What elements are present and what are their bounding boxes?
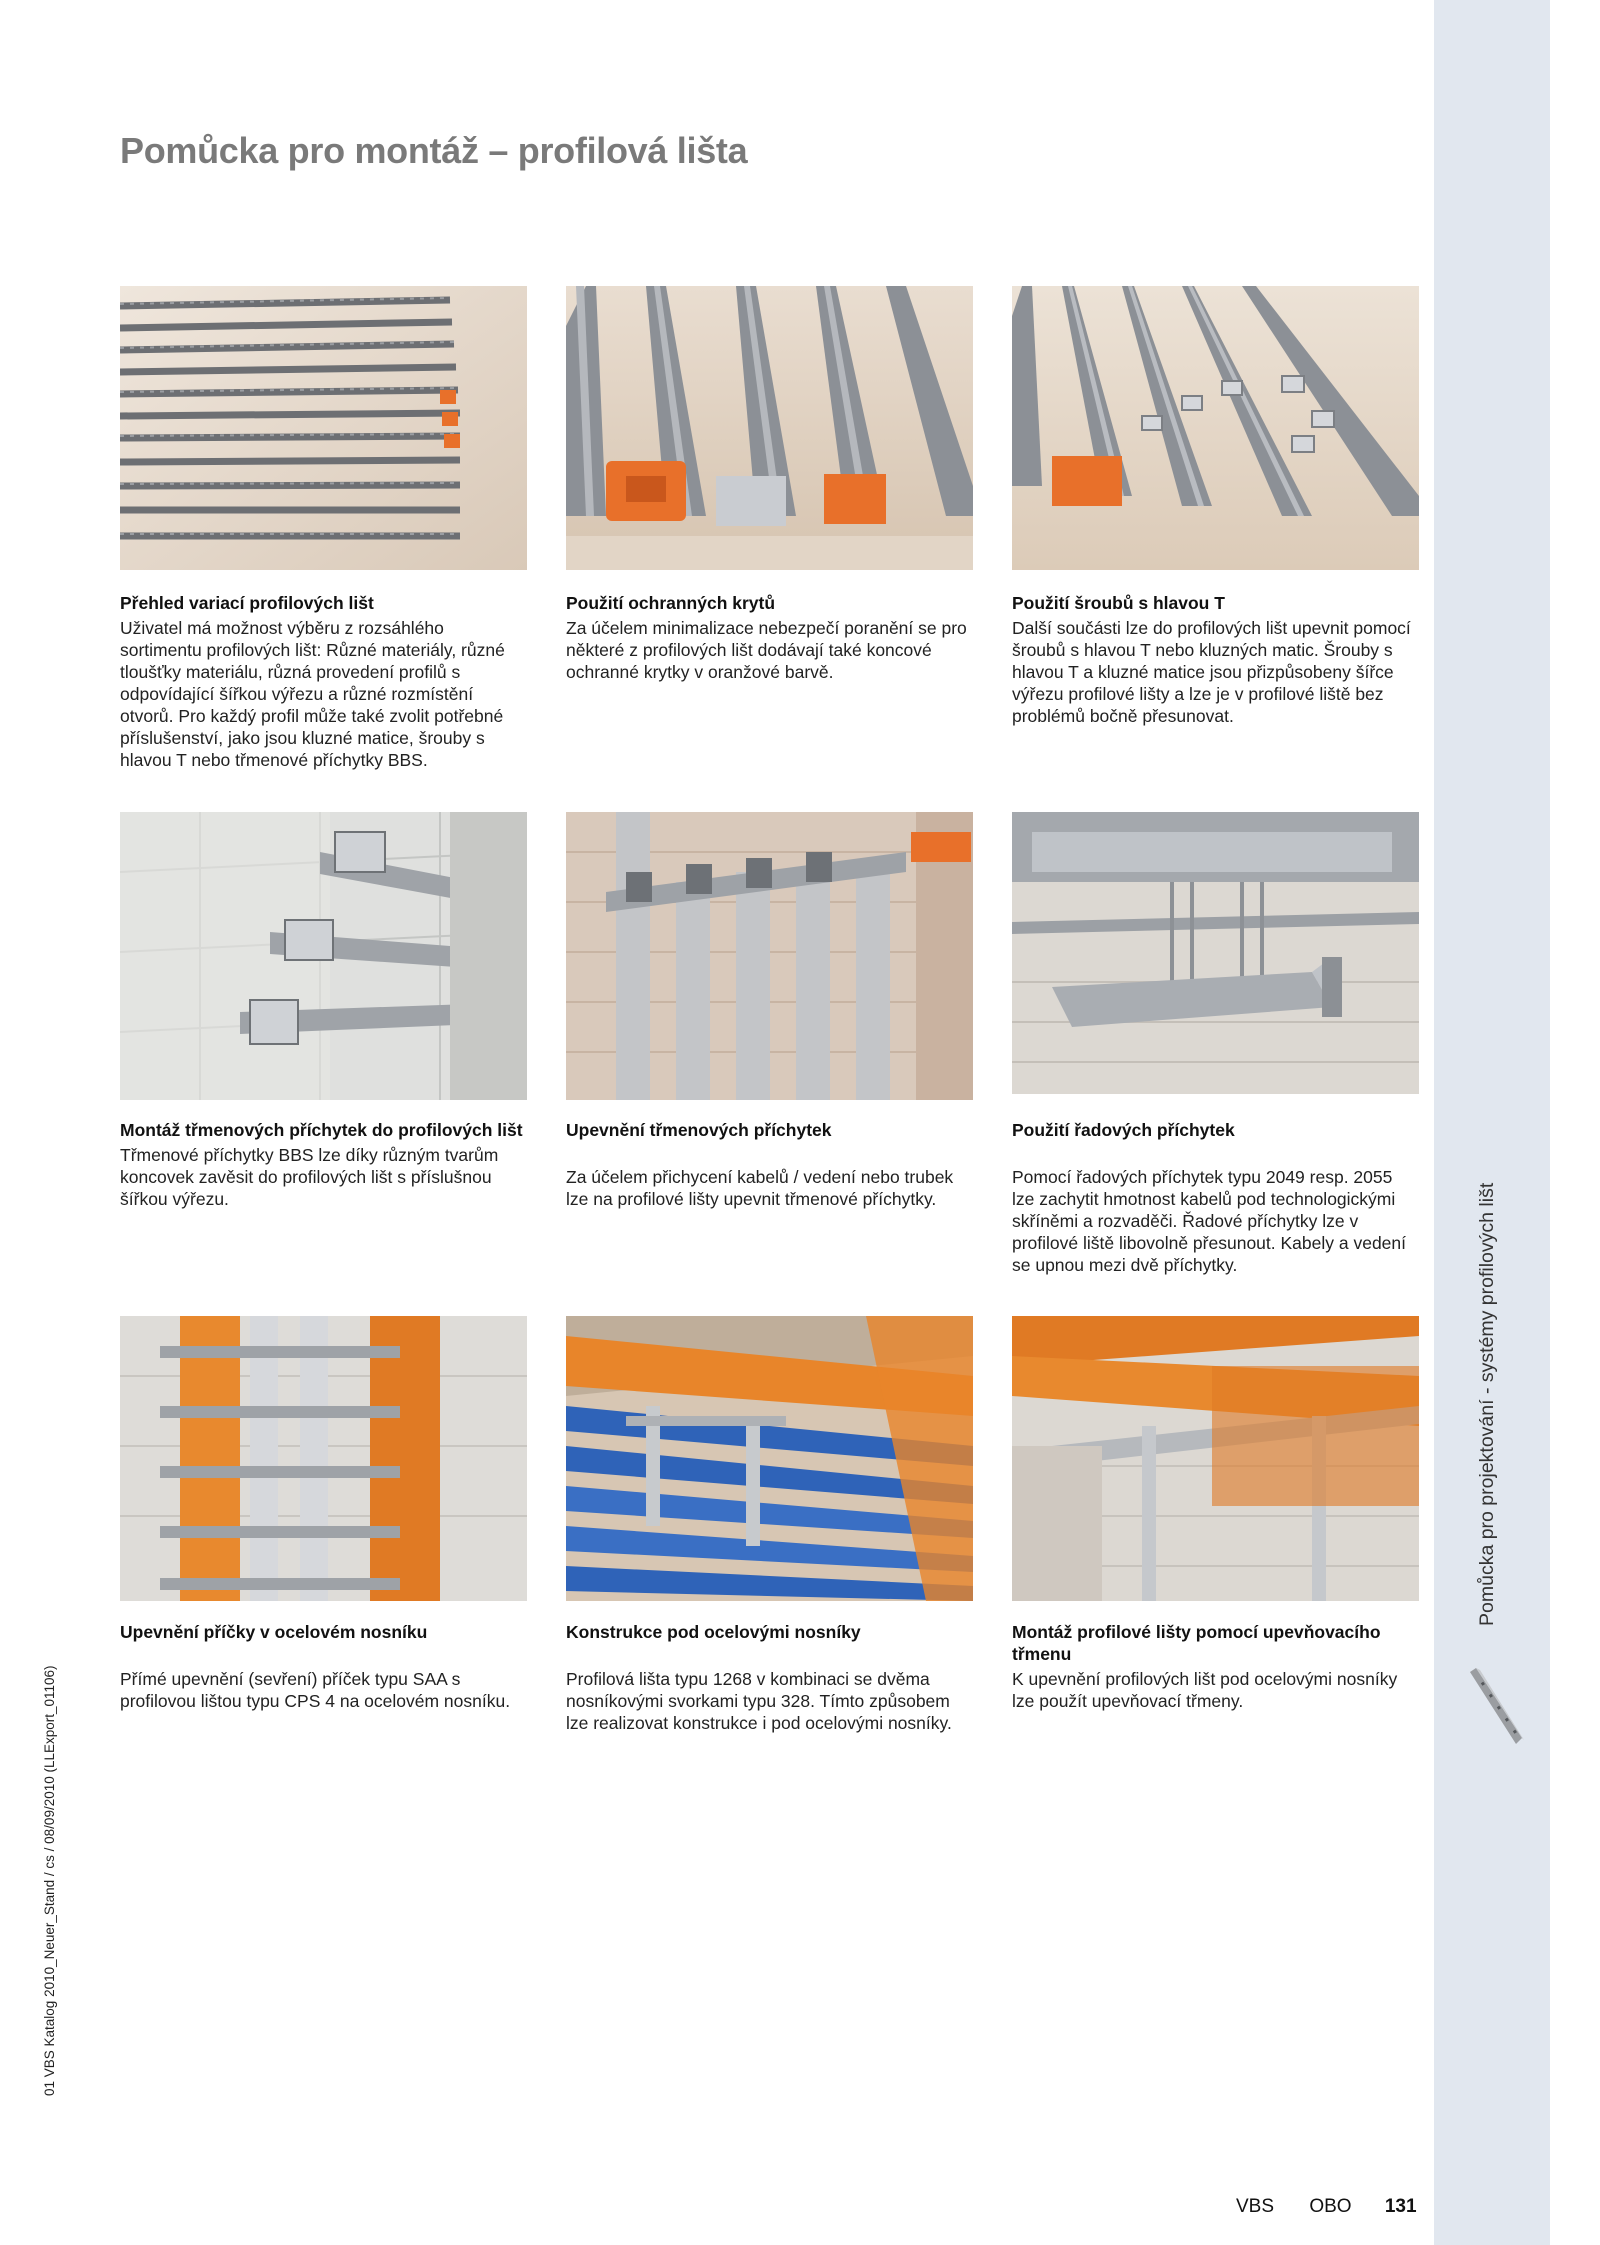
rail-thumbnail-icon (1466, 1668, 1526, 1753)
footer-brand: VBS (1236, 2196, 1275, 2217)
photo-row-clamps (1012, 812, 1419, 1094)
card-title: Konstrukce pod ocelovými nosníky (566, 1622, 861, 1642)
card-row-clamps (1012, 812, 1419, 1276)
card-rail-variations (120, 286, 527, 771)
card-bracket-mounting (120, 812, 527, 1210)
card-text: Za účelem přichycení kabelů / vedení nebo trubek lze na profilové lišty upevnit třmenové příchytky. (566, 1167, 954, 1209)
page-footer (1236, 2196, 1417, 2218)
right-sidebar-band (1434, 0, 1550, 2245)
card-title: Použití šroubů s hlavou T (1012, 593, 1225, 613)
card-fixing-bracket (1012, 1316, 1419, 1712)
photo-bracket-fixing (566, 812, 973, 1100)
photo-rail-variations (120, 286, 527, 570)
page-title: Pomůcka pro montáž – profilová lišta (120, 130, 748, 171)
card-text: Uživatel má možnost výběru z rozsáhlého sortimentu profilových lišt: Různé materiály, různé tloušťky materiálu, různá provedení profilů s odpovídající šířkou výřezu a různé rozmístění otvorů. Pro každý profil může také zvolit potřebné příslušenství, jako jsou kluzné matice, šrouby s hlavou T nebo třmenové příchytky BBS. (120, 618, 505, 770)
card-title: Použití řadových příchytek (1012, 1120, 1235, 1140)
card-under-steel-beams (566, 1316, 973, 1734)
card-text: K upevnění profilových lišt pod ocelovými nosníky lze použít upevňovací třmeny. (1012, 1669, 1398, 1711)
card-title: Montáž třmenových příchytek do profilových lišt (120, 1120, 523, 1140)
card-text: Za účelem minimalizace nebezpečí poranění se pro některé z profilových lišt dodávají také koncové ochranné krytky v oranžové barvě. (566, 618, 967, 682)
card-text: Třmenové příchytky BBS lze díky různým tvarům koncovek zavěsit do profilových lišt s příslušnou šířkou výřezu. (120, 1145, 499, 1209)
card-title: Upevnění třmenových příchytek (566, 1120, 832, 1140)
footer-company: OBO (1309, 2196, 1352, 2217)
card-protective-caps (566, 286, 973, 683)
photo-t-bolts (1012, 286, 1419, 570)
photo-steel-beam-crossbar (120, 1316, 527, 1601)
card-title: Použití ochranných krytů (566, 593, 776, 613)
card-text: Přímé upevnění (sevření) příček typu SAA s profilovou lištou typu CPS 4 na ocelovém nosníku. (120, 1669, 511, 1711)
side-section-label: Pomůcka pro projektování - systémy profilových lišt (1476, 1182, 1498, 1626)
card-title: Montáž profilové lišty pomocí upevňovacího třmenu (1012, 1622, 1381, 1664)
footer-file-path: 01 VBS Katalog 2010_Neuer_Stand / cs / 08/09/2010 (LLExport_01106) (42, 1665, 57, 2096)
photo-under-steel-beams (566, 1316, 973, 1601)
card-text: Profilová lišta typu 1268 v kombinaci se dvěma nosníkovými svorkami typu 328. Tímto způsobem lze realizovat konstrukce i pod ocelovými nosníky. (566, 1669, 952, 1733)
card-bracket-fixing (566, 812, 973, 1210)
card-text: Pomocí řadových příchytek typu 2049 resp. 2055 lze zachytit hmotnost kabelů pod technologickými skříněmi a rozvaděči. Řadové příchytky lze v profilové liště libovolně přesunout. Kabely a vedení se upnou mezi dvě příchytky. (1012, 1167, 1406, 1275)
photo-fixing-bracket (1012, 1316, 1419, 1601)
card-title: Přehled variací profilových lišt (120, 593, 374, 613)
page-number: 131 (1384, 2196, 1417, 2217)
photo-protective-caps (566, 286, 973, 570)
card-steel-beam-crossbar (120, 1316, 527, 1712)
card-text: Další součásti lze do profilových lišt upevnit pomocí šroubů s hlavou T nebo kluzných matic. Šrouby s hlavou T a kluzné matice jsou přizpůsobeny šířce výřezu profilové lišty a lze je v profilové liště bez problémů bočně přesunovat. (1012, 618, 1411, 726)
card-title: Upevnění příčky v ocelovém nosníku (120, 1622, 428, 1642)
card-t-bolts (1012, 286, 1419, 727)
photo-bracket-mounting (120, 812, 527, 1100)
